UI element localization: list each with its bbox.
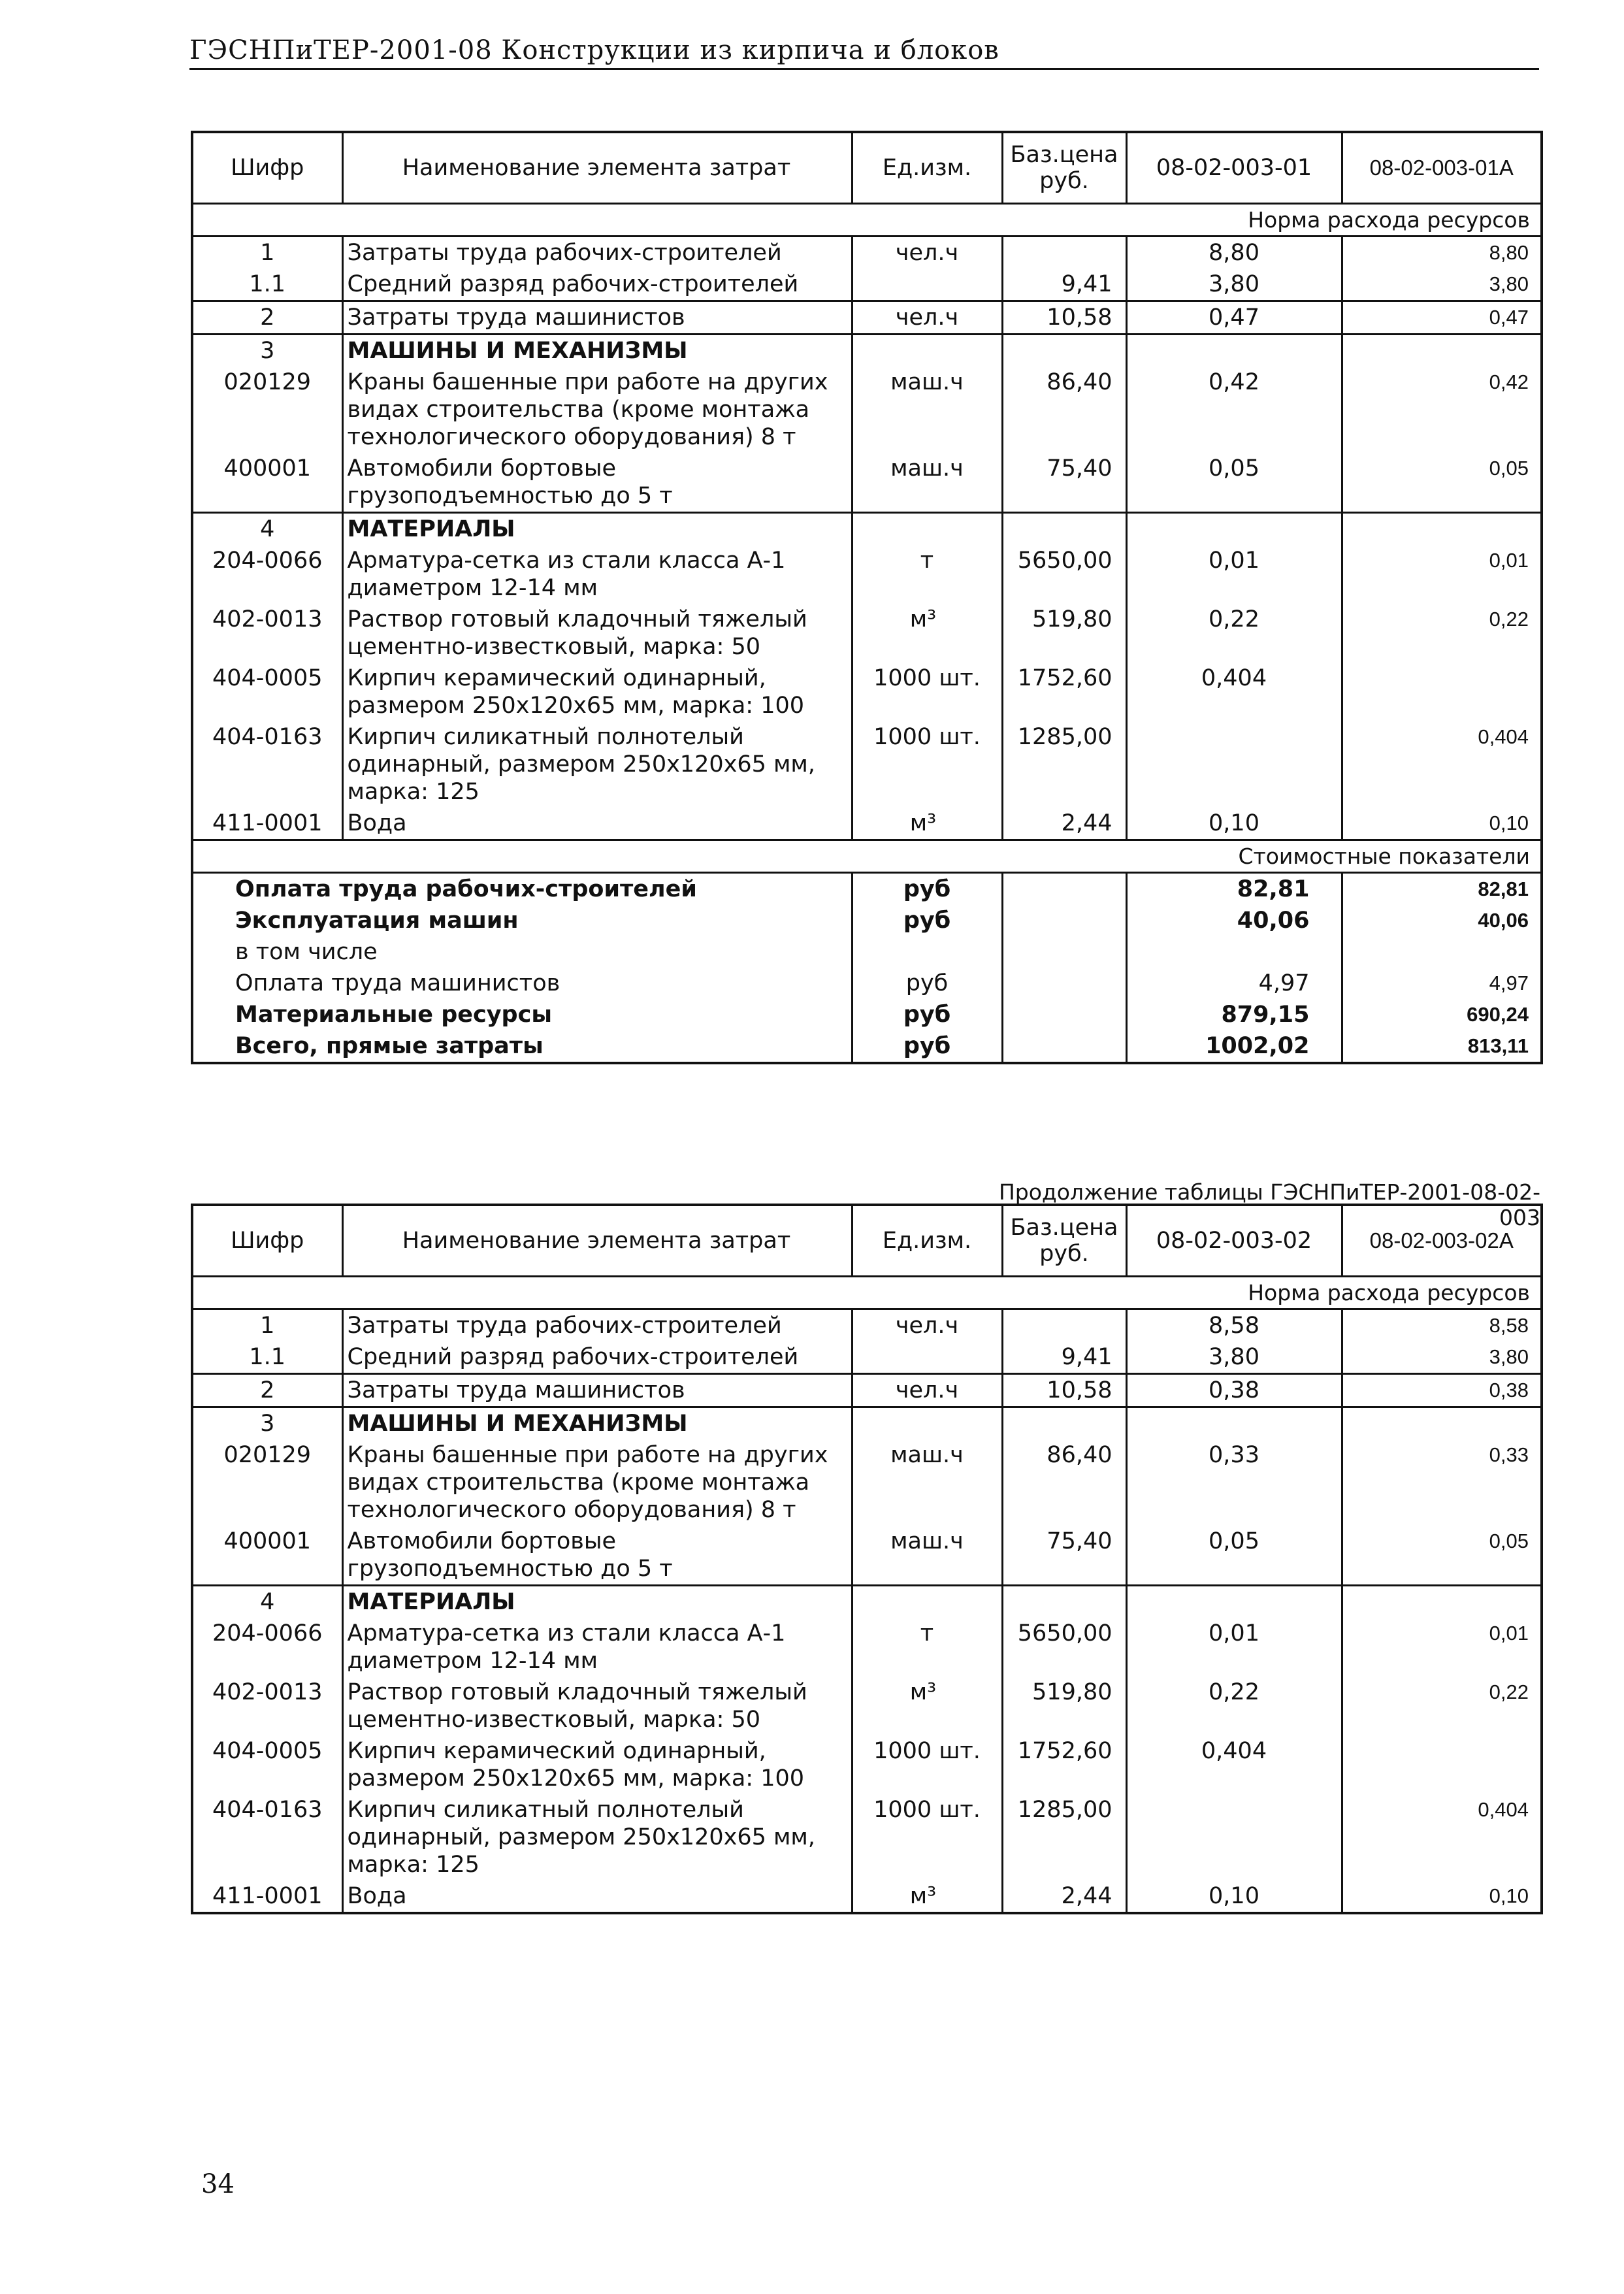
value-b-cell: 0,10 [1342,1880,1542,1913]
unit-cell [852,335,1002,367]
value-a-cell [1126,1407,1342,1440]
price-cell: 1285,00 [1002,721,1126,808]
section-label-norm: Норма расхода ресурсов [192,1277,1542,1309]
value-b-cell: 0,33 [1342,1439,1542,1526]
value-b-cell [1342,1407,1542,1440]
unit-cell: маш.ч [852,1526,1002,1586]
value-b-cell: 0,42 [1342,367,1542,453]
table-header-row [192,132,1542,204]
code-cell: 020129 [192,1439,342,1526]
price-cell [1002,335,1126,367]
value-a-cell: 0,05 [1126,1526,1342,1586]
code-cell: 404-0163 [192,721,342,808]
unit-cell [852,1586,1002,1618]
summary-unit: руб [852,905,1002,936]
column-header-b: 08-02-003-02А [1342,1205,1542,1277]
table-row [192,1677,1542,1735]
name-cell: МАТЕРИАЛЫ [342,1586,852,1618]
value-a-cell: 0,22 [1126,1677,1342,1735]
table-row [192,663,1542,721]
code-cell: 2 [192,1374,342,1407]
summary-value-a: 1002,02 [1126,1030,1342,1063]
column-header-a: 08-02-003-02 [1126,1205,1342,1277]
name-cell: Затраты труда рабочих-строителей [342,237,852,269]
section-band-norm [192,204,1542,237]
name-cell: Раствор готовый кладочный тяжелый цементно-известковый, марка: 50 [342,1677,852,1735]
name-cell: Затраты труда машинистов [342,301,852,335]
summary-label: в том числе [192,936,852,968]
column-header-a: 08-02-003-01 [1126,132,1342,204]
unit-cell [852,1341,1002,1374]
table-row [192,1439,1542,1526]
code-cell: 2 [192,301,342,335]
table-row [192,335,1542,367]
continuation-caption: Продолжение таблицы ГЭСНПиТЕР-2001-08-02-003 [998,1179,1540,1230]
unit-cell: чел.ч [852,237,1002,269]
price-cell: 9,41 [1002,1341,1126,1374]
summary-unit: руб [852,999,1002,1030]
table-row [192,808,1542,840]
name-cell: Автомобили бортовые грузоподъемностью до 5 т [342,453,852,513]
summary-row [192,968,1542,999]
code-cell: 400001 [192,453,342,513]
price-cell: 2,44 [1002,1880,1126,1913]
price-cell: 1752,60 [1002,663,1126,721]
name-cell: Вода [342,808,852,840]
value-b-cell: 0,01 [1342,1618,1542,1677]
value-a-cell: 3,80 [1126,269,1342,301]
value-b-cell: 0,22 [1342,1677,1542,1735]
price-cell [1002,1309,1126,1342]
code-cell: 404-0005 [192,663,342,721]
table-row [192,721,1542,808]
value-b-cell: 0,05 [1342,453,1542,513]
code-cell: 400001 [192,1526,342,1586]
summary-unit: руб [852,1030,1002,1063]
value-a-cell: 0,404 [1126,663,1342,721]
summary-value-a: 879,15 [1126,999,1342,1030]
price-cell: 9,41 [1002,269,1126,301]
code-cell: 402-0013 [192,1677,342,1735]
section-band-norm [192,1277,1542,1309]
value-a-cell: 3,80 [1126,1341,1342,1374]
code-cell: 1.1 [192,269,342,301]
table-row [192,367,1542,453]
unit-cell: т [852,545,1002,604]
unit-cell: маш.ч [852,453,1002,513]
code-cell: 020129 [192,367,342,453]
unit-cell: м³ [852,808,1002,840]
name-cell: Кирпич силикатный полнотелый одинарный, размером 250х120х65 мм, марка: 125 [342,1794,852,1880]
price-cell: 86,40 [1002,1439,1126,1526]
table-row [192,1309,1542,1342]
name-cell: Краны башенные при работе на других видах строительства (кроме монтажа технологического оборудования) 8 т [342,1439,852,1526]
price-cell [1002,237,1126,269]
name-cell: МАШИНЫ И МЕХАНИЗМЫ [342,335,852,367]
table-row [192,604,1542,663]
table-row [192,1526,1542,1586]
name-cell: Затраты труда машинистов [342,1374,852,1407]
value-b-cell: 3,80 [1342,1341,1542,1374]
code-cell: 1 [192,237,342,269]
value-b-cell: 8,58 [1342,1309,1542,1342]
summary-price-empty [1002,936,1126,968]
code-cell: 404-0163 [192,1794,342,1880]
summary-row [192,999,1542,1030]
summary-value-a: 82,81 [1126,873,1342,906]
code-cell: 1 [192,1309,342,1342]
code-cell: 4 [192,513,342,546]
value-b-cell: 0,47 [1342,301,1542,335]
value-a-cell [1126,1586,1342,1618]
summary-price-empty [1002,1030,1126,1063]
name-cell: Кирпич керамический одинарный, размером 250х120х65 мм, марка: 100 [342,663,852,721]
unit-cell: чел.ч [852,1374,1002,1407]
value-a-cell: 0,10 [1126,808,1342,840]
section-label-cost: Стоимостные показатели [192,840,1542,873]
name-cell: Кирпич керамический одинарный, размером 250х120х65 мм, марка: 100 [342,1735,852,1794]
unit-cell: м³ [852,1880,1002,1913]
price-cell: 1752,60 [1002,1735,1126,1794]
value-a-cell: 0,33 [1126,1439,1342,1526]
summary-label: Эксплуатация машин [192,905,852,936]
code-cell: 204-0066 [192,1618,342,1677]
code-cell: 3 [192,335,342,367]
summary-value-b: 4,97 [1342,968,1542,999]
code-cell: 204-0066 [192,545,342,604]
table-row [192,1407,1542,1440]
table-row [192,545,1542,604]
summary-unit [852,936,1002,968]
code-cell: 404-0005 [192,1735,342,1794]
value-b-cell [1342,663,1542,721]
unit-cell: 1000 шт. [852,1794,1002,1880]
price-cell [1002,1407,1126,1440]
unit-cell: 1000 шт. [852,663,1002,721]
column-header-name: Наименование элемента затрат [342,132,852,204]
column-header-code: Шифр [192,1205,342,1277]
value-a-cell [1126,513,1342,546]
unit-cell [852,1407,1002,1440]
summary-label: Всего, прямые затраты [192,1030,852,1063]
price-cell: 75,40 [1002,1526,1126,1586]
name-cell: Краны башенные при работе на других видах строительства (кроме монтажа технологического оборудования) 8 т [342,367,852,453]
unit-cell [852,513,1002,546]
column-header-code: Шифр [192,132,342,204]
value-b-cell: 0,22 [1342,604,1542,663]
unit-cell: т [852,1618,1002,1677]
column-header-b: 08-02-003-01А [1342,132,1542,204]
page-header-title: ГЭСНПиТЕР-2001-08 Конструкции из кирпича и блоков [189,35,999,65]
summary-label: Оплата труда машинистов [192,968,852,999]
value-b-cell [1342,513,1542,546]
table-row [192,1735,1542,1794]
name-cell: МАШИНЫ И МЕХАНИЗМЫ [342,1407,852,1440]
summary-label: Оплата труда рабочих-строителей [192,873,852,906]
page-number: 34 [201,2169,235,2199]
table-row [192,1794,1542,1880]
price-cell: 519,80 [1002,604,1126,663]
column-header-unit: Ед.изм. [852,132,1002,204]
resource-table-2 [191,1204,1543,1914]
name-cell: Затраты труда рабочих-строителей [342,1309,852,1342]
name-cell: Раствор готовый кладочный тяжелый цементно-известковый, марка: 50 [342,604,852,663]
summary-value-b: 40,06 [1342,905,1542,936]
code-cell: 402-0013 [192,604,342,663]
table-row [192,453,1542,513]
code-cell: 411-0001 [192,1880,342,1913]
value-a-cell: 8,80 [1126,237,1342,269]
price-cell: 519,80 [1002,1677,1126,1735]
value-b-cell: 0,404 [1342,721,1542,808]
value-a-cell: 0,42 [1126,367,1342,453]
value-b-cell: 8,80 [1342,237,1542,269]
summary-value-a: 40,06 [1126,905,1342,936]
resource-table-1 [191,131,1543,1064]
unit-cell [852,269,1002,301]
price-cell: 2,44 [1002,808,1126,840]
unit-cell: маш.ч [852,367,1002,453]
value-b-cell [1342,1735,1542,1794]
summary-unit: руб [852,873,1002,906]
summary-value-b: 82,81 [1342,873,1542,906]
summary-row [192,1030,1542,1063]
unit-cell: чел.ч [852,1309,1002,1342]
name-cell: МАТЕРИАЛЫ [342,513,852,546]
header-rule [189,68,1539,70]
table-row [192,1374,1542,1407]
table-row [192,1586,1542,1618]
value-b-cell: 0,05 [1342,1526,1542,1586]
price-cell [1002,1586,1126,1618]
price-cell: 10,58 [1002,1374,1126,1407]
name-cell: Кирпич силикатный полнотелый одинарный, размером 250х120х65 мм, марка: 125 [342,721,852,808]
value-a-cell [1126,721,1342,808]
value-b-cell [1342,1586,1542,1618]
unit-cell: маш.ч [852,1439,1002,1526]
value-a-cell: 0,38 [1126,1374,1342,1407]
unit-cell: 1000 шт. [852,721,1002,808]
value-b-cell [1342,335,1542,367]
price-cell: 5650,00 [1002,1618,1126,1677]
price-cell [1002,513,1126,546]
summary-row [192,936,1542,968]
price-cell: 86,40 [1002,367,1126,453]
summary-value-a [1126,936,1342,968]
value-b-cell: 0,10 [1342,808,1542,840]
summary-price-empty [1002,968,1126,999]
value-a-cell: 8,58 [1126,1309,1342,1342]
table-row [192,237,1542,269]
code-cell: 411-0001 [192,808,342,840]
name-cell: Средний разряд рабочих-строителей [342,1341,852,1374]
summary-price-empty [1002,873,1126,906]
value-a-cell: 0,404 [1126,1735,1342,1794]
summary-price-empty [1002,999,1126,1030]
unit-cell: м³ [852,604,1002,663]
summary-value-a: 4,97 [1126,968,1342,999]
table-header-row [192,1205,1542,1277]
value-b-cell: 0,404 [1342,1794,1542,1880]
table-row [192,1341,1542,1374]
code-cell: 1.1 [192,1341,342,1374]
summary-value-b: 813,11 [1342,1030,1542,1063]
name-cell: Автомобили бортовые грузоподъемностью до 5 т [342,1526,852,1586]
summary-label: Материальные ресурсы [192,999,852,1030]
column-header-unit: Ед.изм. [852,1205,1002,1277]
column-header-price: Баз.цена руб. [1002,1205,1126,1277]
table-row [192,513,1542,546]
table-row [192,301,1542,335]
name-cell: Арматура-сетка из стали класса А-1 диаметром 12-14 мм [342,545,852,604]
name-cell: Вода [342,1880,852,1913]
table-row [192,1618,1542,1677]
value-a-cell: 0,05 [1126,453,1342,513]
price-cell: 10,58 [1002,301,1126,335]
value-a-cell: 0,01 [1126,1618,1342,1677]
value-a-cell: 0,10 [1126,1880,1342,1913]
column-header-name: Наименование элемента затрат [342,1205,852,1277]
price-cell: 1285,00 [1002,1794,1126,1880]
summary-unit: руб [852,968,1002,999]
code-cell: 4 [192,1586,342,1618]
column-header-price: Баз.цена руб. [1002,132,1126,204]
value-a-cell: 0,47 [1126,301,1342,335]
summary-value-b [1342,936,1542,968]
section-band-cost [192,840,1542,873]
table-row [192,1880,1542,1913]
value-b-cell: 0,38 [1342,1374,1542,1407]
price-cell: 75,40 [1002,453,1126,513]
price-cell: 5650,00 [1002,545,1126,604]
unit-cell: чел.ч [852,301,1002,335]
value-a-cell [1126,335,1342,367]
name-cell: Арматура-сетка из стали класса А-1 диаметром 12-14 мм [342,1618,852,1677]
code-cell: 3 [192,1407,342,1440]
summary-row [192,905,1542,936]
summary-price-empty [1002,905,1126,936]
value-b-cell: 0,01 [1342,545,1542,604]
value-b-cell: 3,80 [1342,269,1542,301]
table-row [192,269,1542,301]
value-a-cell: 0,22 [1126,604,1342,663]
unit-cell: 1000 шт. [852,1735,1002,1794]
value-a-cell [1126,1794,1342,1880]
unit-cell: м³ [852,1677,1002,1735]
summary-value-b: 690,24 [1342,999,1542,1030]
summary-row [192,873,1542,906]
name-cell: Средний разряд рабочих-строителей [342,269,852,301]
section-label-norm: Норма расхода ресурсов [192,204,1542,237]
value-a-cell: 0,01 [1126,545,1342,604]
